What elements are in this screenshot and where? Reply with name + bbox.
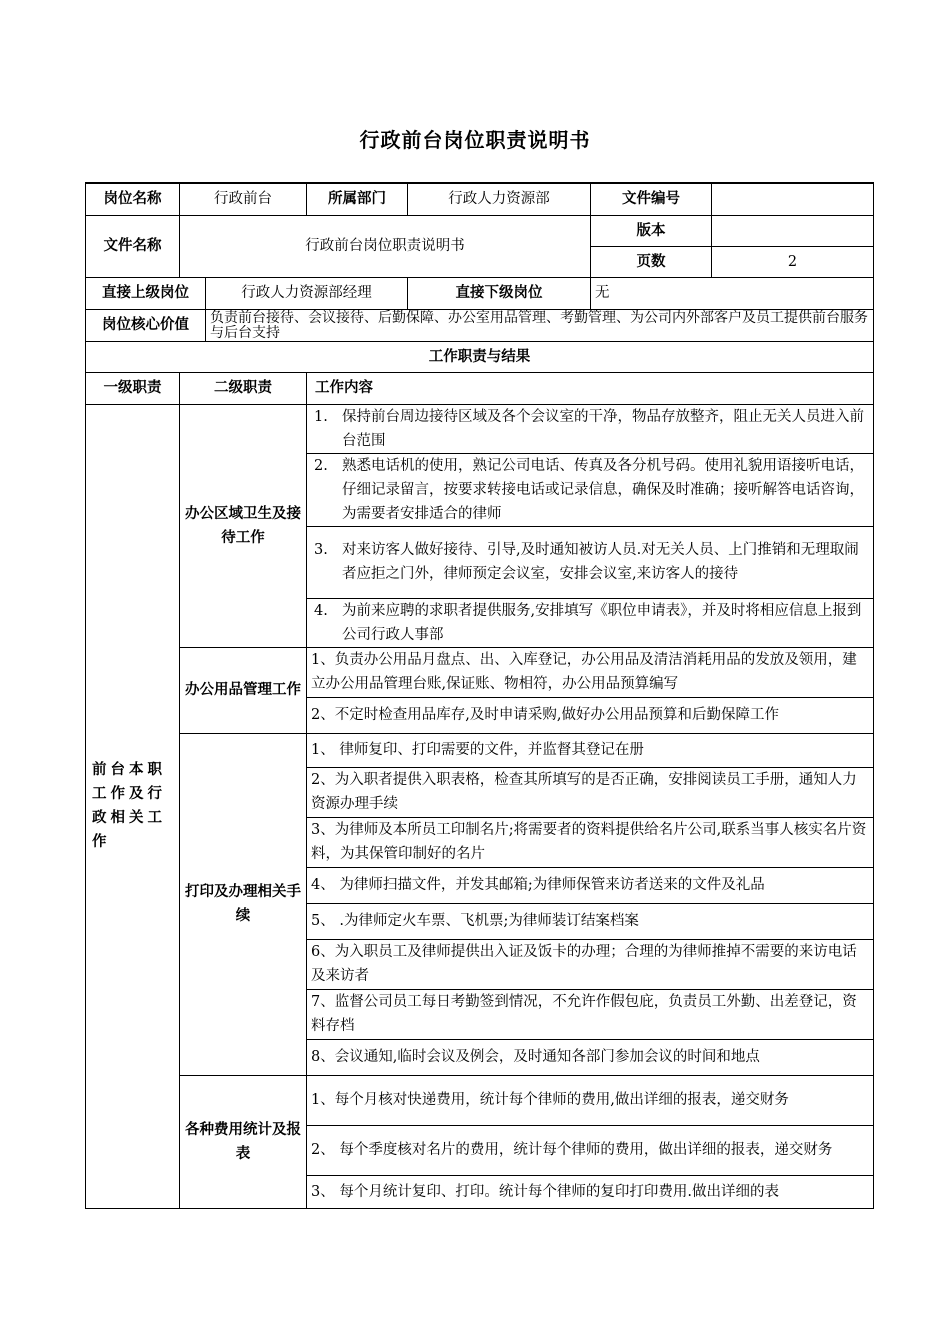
list-item: 4. 为前来应聘的求职者提供服务,安排填写《职位申请表》，并及时将相应信息上报到公司行政人事部	[307, 598, 874, 647]
list-item: 8、会议通知,临时会议及例会，及时通知各部门参加会议的时间和地点	[307, 1039, 874, 1075]
department-label: 所属部门	[307, 183, 408, 215]
version-label: 版本	[591, 215, 712, 246]
list-item: 1、 律师复印、打印需要的文件，并监督其登记在册	[307, 733, 874, 767]
level2-duty: 打印及办理相关手续	[180, 733, 307, 1075]
list-item: 1、每个月核对快递费用，统计每个律师的费用,做出详细的报表，递交财务	[307, 1075, 874, 1125]
list-item: 2. 熟悉电话机的使用，熟记公司电话、传真及各分机号码。使用礼貌用语接听电话，仔细记录留言，按要求转接电话或记录信息，确保及时准确；接听解答电话咨询，为需要者安排适合的律师	[307, 453, 874, 526]
file-name-value: 行政前台岗位职责说明书	[180, 215, 591, 277]
position-name-value: 行政前台	[180, 183, 307, 215]
section-title: 工作职责与结果	[86, 341, 874, 372]
page-title: 行政前台岗位职责说明书	[359, 128, 591, 152]
pages-value: 2	[712, 246, 874, 277]
level2-duty: 办公区域卫生及接待工作	[180, 404, 307, 647]
list-item: 3. 对来访客人做好接待、引导,及时通知被访人员.对无关人员、上门推销和无理取闹者应拒之门外，律师预定会议室，安排会议室,来访客人的接待	[307, 526, 874, 598]
superior-value: 行政人力资源部经理	[206, 277, 408, 309]
level1-duty: 前台本职工作及行政相关工作	[86, 404, 180, 1208]
core-value-text: 负责前台接待、会议接待、后勤保障、办公室用品管理、考勤管理、为公司内外部客户及员工提供前台服务与后台支持	[206, 309, 874, 341]
column-header-level2: 二级职责	[180, 372, 307, 404]
pages-label: 页数	[591, 246, 712, 277]
department-value: 行政人力资源部	[408, 183, 591, 215]
core-value-label: 岗位核心价值	[86, 309, 206, 341]
list-item: 5、 .为律师定火车票、飞机票;为律师装订结案档案	[307, 903, 874, 939]
list-item: 1、负责办公用品月盘点、出、入库登记，办公用品及清洁消耗用品的发放及领用，建立办公用品管理台账,保证账、物相符，办公用品预算编写	[307, 647, 874, 697]
list-item: 4、 为律师扫描文件，并发其邮箱;为律师保管来访者送来的文件及礼品	[307, 867, 874, 903]
doc-no-label: 文件编号	[591, 183, 712, 215]
doc-no-value	[712, 183, 874, 215]
file-name-label: 文件名称	[86, 215, 180, 277]
column-header-level1: 一级职责	[86, 372, 180, 404]
version-value	[712, 215, 874, 246]
list-item: 7、监督公司员工每日考勤签到情况，不允许作假包庇，负责员工外勤、出差登记，资料存档	[307, 989, 874, 1039]
subordinate-label: 直接下级岗位	[408, 277, 591, 309]
list-item: 3、为律师及本所员工印制名片;将需要者的资料提供给名片公司,联系当事人核实名片资料，为其保管印制好的名片	[307, 817, 874, 867]
list-item: 2、 每个季度核对名片的费用，统计每个律师的费用，做出详细的报表，递交财务	[307, 1125, 874, 1175]
position-name-label: 岗位名称	[86, 183, 180, 215]
level2-duty: 各种费用统计及报表	[180, 1075, 307, 1208]
level2-duty: 办公用品管理工作	[180, 647, 307, 733]
subordinate-value: 无	[591, 277, 874, 309]
superior-label: 直接上级岗位	[86, 277, 206, 309]
list-item: 3、 每个月统计复印、打印。统计每个律师的复印打印费用.做出详细的表	[307, 1175, 874, 1208]
job-description-table	[85, 182, 874, 1209]
list-item: 2、不定时检查用品库存,及时申请采购,做好办公用品预算和后勤保障工作	[307, 697, 874, 733]
list-item: 1. 保持前台周边接待区域及各个会议室的干净，物品存放整齐，阻止无关人员进入前台范围	[307, 404, 874, 453]
list-item: 2、为入职者提供入职表格，检查其所填写的是否正确，安排阅读员工手册，通知人力资源办理手续	[307, 767, 874, 817]
list-item: 6、为入职员工及律师提供出入证及饭卡的办理；合理的为律师推掉不需要的来访电话及来访者	[307, 939, 874, 989]
column-header-content: 工作内容	[307, 372, 874, 404]
